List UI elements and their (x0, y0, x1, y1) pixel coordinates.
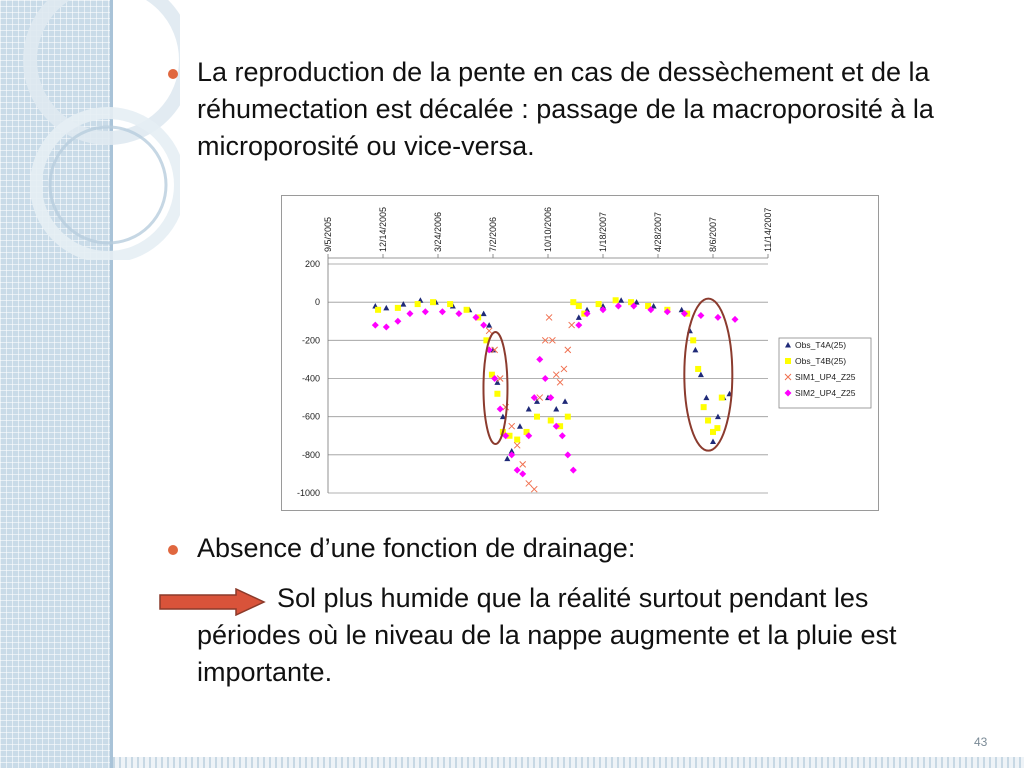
data-point-sim2 (406, 310, 413, 317)
data-point-sim2 (542, 375, 549, 382)
data-point-obs-t4a (618, 297, 624, 303)
data-point-obs-t4b (395, 305, 401, 311)
data-point-sim2 (480, 322, 487, 329)
scatter-chart (281, 195, 879, 511)
data-point-sim2 (570, 467, 577, 474)
bullet-text-1: La reproduction de la pente en cas de dessèchement et de la réhumectation est décalée : passage de la macroporosité à la microporosité ou vice-versa. (197, 57, 934, 161)
data-point-sim2 (497, 406, 504, 413)
data-point-sim1 (531, 486, 537, 492)
data-point-obs-t4a (486, 322, 492, 328)
data-point-sim2 (732, 316, 739, 323)
bullet-text-2: Absence d’une fonction de drainage: (197, 533, 636, 563)
data-point-sim2 (422, 308, 429, 315)
page-number: 43 (974, 735, 988, 749)
data-point-sim2 (600, 306, 607, 313)
legend-label: SIM1_UP4_Z25 (795, 372, 856, 382)
legend-label: Obs_T4A(25) (795, 340, 847, 350)
data-point-obs-t4b (576, 303, 582, 309)
bullet-text-3: Sol plus humide que la réalité surtout pendant les périodes où le niveau de la nappe augmente et la pluie est importante. (197, 583, 897, 687)
x-tick-label: 7/2/2006 (488, 216, 498, 252)
x-tick-label: 12/14/2005 (378, 206, 388, 252)
data-point-obs-t4a (692, 347, 698, 353)
data-point-sim2 (575, 322, 582, 329)
data-point-sim2 (536, 356, 543, 363)
data-point-obs-t4b (534, 414, 540, 420)
data-point-obs-t4a (703, 395, 709, 401)
data-point-sim1 (514, 442, 520, 448)
data-point-obs-t4b (690, 337, 696, 343)
data-point-sim2 (383, 323, 390, 330)
x-tick-label: 11/14/2007 (763, 207, 773, 252)
chart-canvas (282, 196, 880, 512)
x-tick-label: 9/5/2005 (323, 216, 333, 252)
x-tick-label: 10/10/2006 (543, 206, 553, 252)
data-point-obs-t4b (570, 299, 576, 305)
y-tick-label: -200 (301, 335, 320, 346)
data-point-sim1 (486, 328, 492, 334)
data-point-obs-t4b (430, 299, 436, 305)
data-point-obs-t4b (514, 437, 520, 443)
data-point-obs-t4a (481, 311, 487, 317)
data-point-obs-t4a (698, 372, 704, 378)
data-point-sim1 (569, 322, 575, 328)
highlight-ellipse-2 (684, 299, 732, 451)
y-tick-label: -400 (301, 373, 320, 384)
data-point-obs-t4b (494, 391, 500, 397)
data-point-obs-t4b (695, 366, 701, 372)
footer-strip (113, 757, 1024, 768)
legend-label: SIM2_UP4_Z25 (795, 388, 856, 398)
data-point-sim2 (697, 312, 704, 319)
data-point-sim2 (514, 467, 521, 474)
data-point-sim1 (520, 461, 526, 467)
data-point-obs-t4b (548, 417, 554, 423)
data-point-sim2 (714, 314, 721, 321)
x-tick-label: 8/6/2007 (708, 216, 718, 252)
data-point-obs-t4b (719, 395, 725, 401)
data-point-sim2 (508, 451, 515, 458)
data-point-obs-t4b (785, 358, 791, 364)
data-point-obs-t4a (504, 456, 510, 462)
data-point-obs-t4b (375, 307, 381, 313)
data-point-sim1 (561, 366, 567, 372)
data-point-sim2 (519, 470, 526, 477)
data-point-sim1 (526, 480, 532, 486)
data-point-sim1 (565, 347, 571, 353)
legend-label: Obs_T4B(25) (795, 356, 847, 366)
bullet-dot-2 (168, 545, 178, 555)
y-tick-label: -1000 (296, 488, 320, 498)
y-tick-label: 200 (304, 259, 320, 269)
data-point-obs-t4b (714, 425, 720, 431)
decorative-circles (0, 0, 180, 260)
data-point-sim1 (557, 379, 563, 385)
x-tick-label: 4/28/2007 (653, 211, 663, 252)
data-point-obs-t4a (562, 398, 568, 404)
bullet-dot-1 (168, 69, 178, 79)
data-point-sim2 (372, 322, 379, 329)
data-point-sim2 (439, 308, 446, 315)
data-point-obs-t4b (447, 301, 453, 307)
data-point-obs-t4a (576, 314, 582, 320)
data-point-obs-t4b (701, 404, 707, 410)
x-tick-label: 3/24/2006 (433, 211, 443, 252)
data-point-sim1 (553, 372, 559, 378)
data-point-sim2 (564, 451, 571, 458)
data-point-sim1 (509, 423, 515, 429)
data-point-sim2 (615, 302, 622, 309)
data-point-obs-t4a (553, 406, 559, 412)
y-tick-label: 0 (314, 297, 320, 308)
data-point-obs-t4a (517, 423, 523, 429)
data-point-obs-t4a (383, 305, 389, 311)
x-tick-label: 1/18/2007 (598, 211, 608, 252)
data-point-sim2 (559, 432, 566, 439)
data-point-obs-t4a (526, 406, 532, 412)
y-tick-label: -600 (301, 411, 320, 422)
data-point-obs-t4b (565, 414, 571, 420)
y-tick-label: -800 (301, 449, 320, 460)
data-point-obs-t4b (705, 417, 711, 423)
data-point-obs-t4b (464, 307, 470, 313)
data-point-obs-t4b (415, 301, 421, 307)
data-point-sim1 (546, 314, 552, 320)
data-point-obs-t4b (596, 301, 602, 307)
data-point-sim2 (455, 310, 462, 317)
data-point-obs-t4a (710, 438, 716, 444)
data-point-obs-t4b (613, 297, 619, 303)
data-point-sim2 (394, 318, 401, 325)
